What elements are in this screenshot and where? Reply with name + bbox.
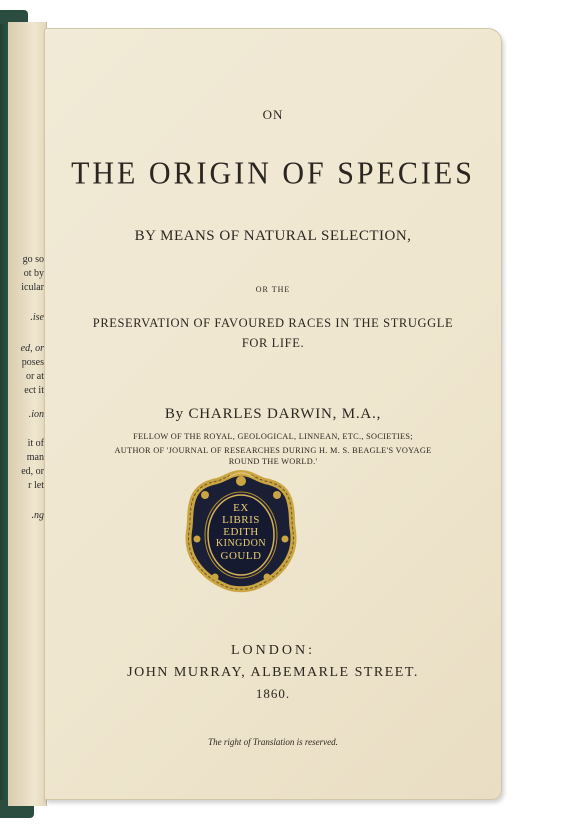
back-page-fragment: poses — [21, 357, 44, 368]
author-line: By CHARLES DARWIN, M.A., — [164, 406, 382, 422]
ex-libris-bookplate — [185, 469, 297, 593]
bookplate-line: EDITH — [223, 526, 259, 538]
back-page-fragment: go so — [22, 254, 44, 265]
preservation-line-1: PRESERVATION OF FAVOURED RACES IN THE STRUGGLE — [92, 316, 454, 330]
bookplate-line: EX — [233, 502, 249, 514]
back-page-fragment: r let — [28, 480, 44, 491]
back-page-fragment: or at — [25, 371, 44, 382]
imprint-publisher: JOHN MURRAY, ALBEMARLE STREET. — [127, 665, 419, 680]
imprint-city: LONDON: — [231, 643, 315, 658]
book-title: THE ORIGIN OF SPECIES — [71, 156, 475, 191]
bookplate-line: KINGDON — [215, 538, 267, 549]
imprint-year: 1860. — [255, 686, 291, 701]
title-page — [44, 28, 502, 800]
book-subtitle: BY MEANS OF NATURAL SELECTION, — [134, 228, 412, 244]
back-page-fragment: ng. — [31, 510, 44, 521]
preservation-line-2: FOR LIFE. — [241, 336, 305, 350]
back-page-fragment: ect it — [24, 385, 44, 396]
back-page-fragment: it of — [27, 438, 44, 449]
back-page-fragment: ed, or — [21, 466, 44, 477]
back-page-fragment: ion. — [28, 409, 44, 420]
or-the: OR THE — [255, 285, 291, 294]
back-page-fragment: ot by — [23, 268, 44, 279]
bookplate-line: GOULD — [220, 550, 262, 562]
back-page-fragment: ise. — [30, 312, 44, 323]
bookplate-line: LIBRIS — [222, 514, 260, 526]
back-page-fragment: ed, or — [20, 343, 44, 354]
previous-page — [8, 22, 47, 806]
rights-notice: The right of Translation is reserved. — [208, 737, 338, 747]
author-works: AUTHOR OF 'JOURNAL OF RESEARCHES DURING H. M. S. BEAGLE'S VOYAGE — [114, 446, 432, 455]
back-page-fragment: icular — [21, 282, 44, 293]
title-on: ON — [262, 107, 284, 122]
author-credentials: FELLOW OF THE ROYAL, GEOLOGICAL, LINNEAN, ETC., SOCIETIES; — [133, 432, 413, 441]
back-page-fragment: man — [26, 452, 44, 463]
author-works-end: ROUND THE WORLD.' — [228, 457, 318, 466]
